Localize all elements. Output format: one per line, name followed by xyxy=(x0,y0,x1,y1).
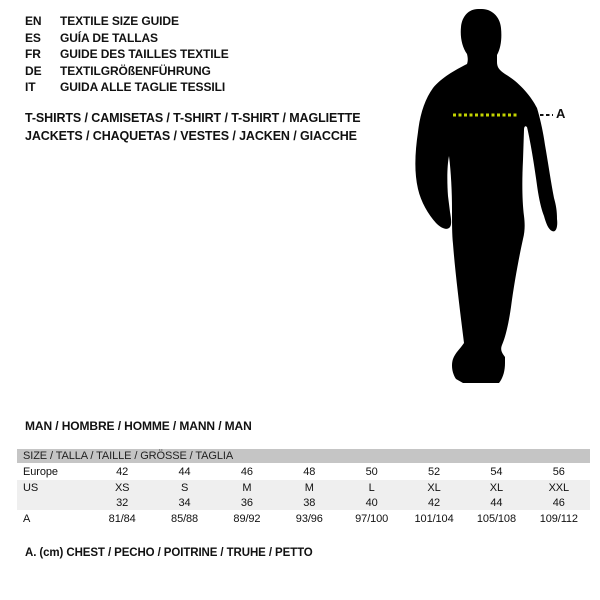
language-row xyxy=(25,30,229,47)
table-header-row xyxy=(17,449,590,463)
row-label: Europe xyxy=(23,465,58,478)
table-row-europe xyxy=(17,463,590,480)
language-code: ES xyxy=(25,30,41,45)
language-list xyxy=(25,13,229,96)
row-label: A xyxy=(23,513,31,525)
table-cell: 93/96 xyxy=(295,513,323,525)
category-list xyxy=(25,109,361,145)
footnote-chest: A. (cm) CHEST / PECHO / POITRINE / TRUHE / PETTO xyxy=(25,547,313,559)
size-table xyxy=(17,449,590,528)
language-code: EN xyxy=(25,14,42,28)
table-cell: XL xyxy=(489,481,504,494)
table-cell: 105/108 xyxy=(476,513,516,525)
table-cell: XS xyxy=(114,481,130,494)
table-cell: 50 xyxy=(365,465,378,478)
table-cell: 101/104 xyxy=(414,513,454,525)
table-cell: 38 xyxy=(303,496,316,509)
table-cell: 97/100 xyxy=(355,513,389,525)
section-title-man: MAN / HOMBRE / HOMME / MANN / MAN xyxy=(25,419,252,433)
table-cell: 89/92 xyxy=(233,513,261,525)
table-cell: M xyxy=(242,481,252,494)
table-cell: 46 xyxy=(552,496,565,509)
language-code: DE xyxy=(25,63,42,78)
language-row xyxy=(25,79,229,96)
language-row xyxy=(25,63,229,80)
language-row xyxy=(25,13,229,30)
language-row xyxy=(25,46,229,63)
table-cell: 52 xyxy=(428,465,441,478)
table-cell: 40 xyxy=(365,496,378,509)
man-silhouette-shape xyxy=(415,9,557,383)
language-code: FR xyxy=(25,47,41,61)
man-silhouette xyxy=(410,5,565,390)
row-label: US xyxy=(23,481,39,494)
table-cell: 36 xyxy=(240,496,253,509)
table-cell: S xyxy=(180,481,189,494)
table-cell: 34 xyxy=(178,496,191,509)
table-header-title: SIZE / TALLA / TAILLE / GRÖSSE / TAGLIA xyxy=(23,450,234,462)
table-cell: 42 xyxy=(428,496,441,509)
table-cell: 54 xyxy=(490,465,503,478)
measure-label-a: A xyxy=(556,106,566,121)
table-cell: 56 xyxy=(552,465,565,478)
language-title: GUÍA DE TALLAS xyxy=(60,30,158,45)
table-row-chest-a xyxy=(17,510,590,528)
table-cell: L xyxy=(368,481,375,494)
table-cell: 32 xyxy=(116,496,129,509)
table-row-us-numeric xyxy=(17,495,590,510)
table-cell: 81/84 xyxy=(108,513,136,525)
table-cell: XXL xyxy=(548,481,570,494)
category-line-tshirts: T-SHIRTS / CAMISETAS / T-SHIRT / T-SHIRT / MAGLIETTE xyxy=(25,111,361,125)
table-cell: 46 xyxy=(240,465,253,478)
table-cell: 48 xyxy=(303,465,316,478)
language-code: IT xyxy=(25,80,36,94)
language-title: TEXTILE SIZE GUIDE xyxy=(60,14,179,28)
language-title: GUIDA ALLE TAGLIE TESSILI xyxy=(60,80,226,94)
table-row-us xyxy=(17,480,590,495)
table-cell: 44 xyxy=(490,496,503,509)
table-cell: XL xyxy=(427,481,441,494)
table-cell: M xyxy=(304,481,314,494)
table-cell: 44 xyxy=(178,465,191,478)
table-cell: 85/88 xyxy=(171,513,199,525)
language-title: TEXTILGRÖßENFÜHRUNG xyxy=(60,63,211,78)
category-line-jackets: JACKETS / CHAQUETAS / VESTES / JACKEN / GIACCHE xyxy=(25,129,357,143)
language-title: GUIDE DES TAILLES TEXTILE xyxy=(60,47,229,61)
table-cell: 42 xyxy=(116,465,129,478)
table-cell: 109/112 xyxy=(539,513,578,525)
